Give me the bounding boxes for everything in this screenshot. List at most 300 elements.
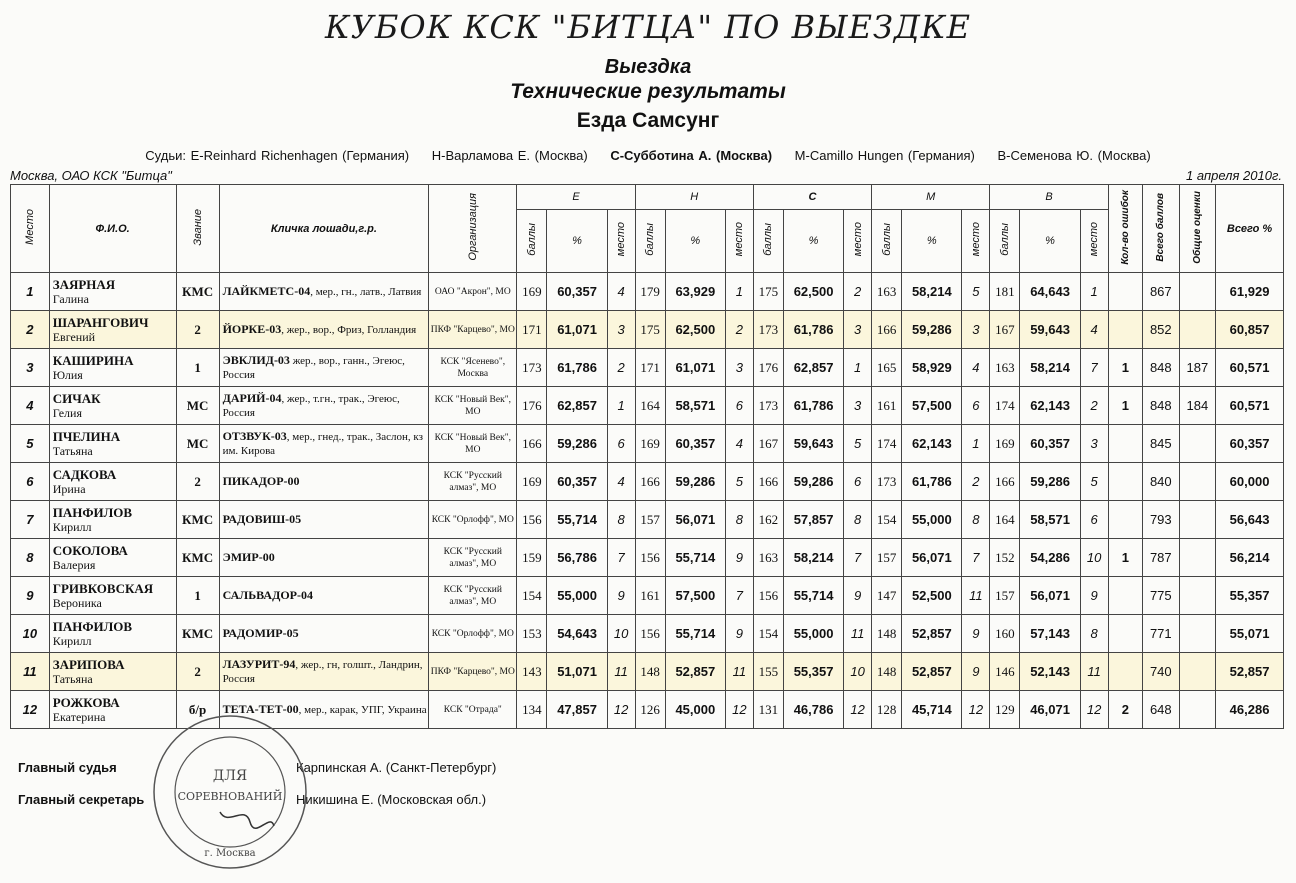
judge-percent: 60,357 — [665, 425, 725, 463]
judge-place: 12 — [725, 691, 753, 729]
judge-m: M-Camillo Hungen (Германия) — [794, 148, 975, 163]
judge-points: 174 — [990, 387, 1020, 425]
place-cell: 8 — [11, 539, 50, 577]
judge-percent: 45,000 — [665, 691, 725, 729]
judge-place: 7 — [962, 539, 990, 577]
judge-place: 12 — [844, 691, 872, 729]
subcol-judge_place-C: место — [844, 210, 872, 273]
general-marks-cell — [1179, 311, 1216, 349]
judge-percent: 60,357 — [1020, 425, 1080, 463]
horse-info: , жер., т.гн., трак., Эгеюс, Россия — [222, 393, 400, 419]
rank-cell: б/р — [176, 691, 219, 729]
horse-cell — [219, 425, 429, 463]
rider-given-name: Татьяна — [52, 671, 93, 686]
rider-surname: ЗАЯРНАЯ — [52, 276, 116, 292]
judge-place: 8 — [1080, 615, 1108, 653]
horse-cell — [219, 311, 429, 349]
total-points-cell: 848 — [1143, 349, 1180, 387]
chief-secretary-row — [18, 792, 144, 807]
rank-cell: 2 — [176, 463, 219, 501]
judge-place: 12 — [962, 691, 990, 729]
judge-points: 173 — [872, 463, 902, 501]
horse-cell — [219, 501, 429, 539]
col-name: Ф.И.О. — [49, 185, 176, 273]
judge-place: 2 — [1080, 387, 1108, 425]
chief-secretary-name: Никишина Е. (Московская обл.) — [296, 792, 487, 807]
total-percent-cell: 60,000 — [1216, 463, 1284, 501]
rank-cell: МС — [176, 387, 219, 425]
rider-surname: ШАРАНГОВИЧ — [52, 314, 149, 330]
judge-place: 3 — [1080, 425, 1108, 463]
judge-points: 160 — [990, 615, 1020, 653]
total-points-cell: 848 — [1143, 387, 1180, 425]
place-cell: 6 — [11, 463, 50, 501]
horse-cell — [219, 463, 429, 501]
judge-percent: 58,929 — [902, 349, 962, 387]
judge-points: 157 — [990, 577, 1020, 615]
judge-points: 163 — [753, 539, 783, 577]
rider-cell — [49, 653, 176, 691]
judge-place: 6 — [607, 425, 635, 463]
judge-points: 161 — [872, 387, 902, 425]
rider-surname: РОЖКОВА — [52, 694, 120, 710]
judge-points: 148 — [635, 653, 665, 691]
errors-cell — [1108, 653, 1142, 691]
rider-cell — [49, 349, 176, 387]
col-horse: Кличка лошади,г.р. — [219, 185, 429, 273]
rider-cell — [49, 539, 176, 577]
judge-points: 154 — [517, 577, 547, 615]
judge-points: 166 — [635, 463, 665, 501]
horse-name: ЛАЙКМЕТС-04 — [222, 284, 311, 298]
judge-points: 156 — [635, 539, 665, 577]
horse-info: , жер., гн, голшт., Ландрин, Россия — [222, 659, 423, 685]
chief-judge-name: Карпинская А. (Санкт-Петербург) — [296, 760, 497, 775]
rider-given-name: Кирилл — [52, 633, 92, 648]
stamp-text-bottom: г. Москва — [204, 848, 256, 859]
judge-points: 175 — [753, 273, 783, 311]
judge-place: 1 — [1080, 273, 1108, 311]
judge-points: 169 — [517, 463, 547, 501]
errors-cell — [1108, 501, 1142, 539]
table-row — [11, 273, 1284, 311]
rank-cell: МС — [176, 425, 219, 463]
judge-place: 11 — [844, 615, 872, 653]
judge-percent: 60,357 — [547, 463, 607, 501]
table-row — [11, 387, 1284, 425]
judge-percent: 52,857 — [902, 615, 962, 653]
subcol-judge_place-M: место — [962, 210, 990, 273]
judge-place: 7 — [607, 539, 635, 577]
total-points-cell: 787 — [1143, 539, 1180, 577]
judge-points: 156 — [517, 501, 547, 539]
table-row — [11, 501, 1284, 539]
errors-cell — [1108, 463, 1142, 501]
judge-points: 167 — [753, 425, 783, 463]
table-row — [11, 539, 1284, 577]
judge-points: 164 — [635, 387, 665, 425]
judge-percent: 46,786 — [783, 691, 843, 729]
horse-name: ЛАЗУРИТ-94 — [222, 657, 296, 671]
judge-percent: 61,786 — [902, 463, 962, 501]
judge-percent: 56,071 — [902, 539, 962, 577]
judge-points: 153 — [517, 615, 547, 653]
total-percent-cell: 46,286 — [1216, 691, 1284, 729]
errors-cell — [1108, 577, 1142, 615]
judge-place: 8 — [844, 501, 872, 539]
rider-cell — [49, 615, 176, 653]
horse-info: , мер., карак, УПГ, Украина — [298, 704, 427, 716]
judge-percent: 55,000 — [902, 501, 962, 539]
rider-cell — [49, 691, 176, 729]
judge-place: 10 — [844, 653, 872, 691]
errors-cell — [1108, 425, 1142, 463]
org-cell: КСК "Русский алмаз", МО — [429, 463, 517, 501]
rider-given-name: Валерия — [52, 557, 96, 572]
horse-name: САЛЬВАДОР-04 — [222, 588, 314, 602]
subcol-judge_place-E: место — [607, 210, 635, 273]
judge-percent: 58,571 — [1020, 501, 1080, 539]
total-points-cell: 867 — [1143, 273, 1180, 311]
rider-given-name: Юлия — [52, 367, 83, 382]
org-cell: КСК "Орлофф", МО — [429, 501, 517, 539]
col-judge-b: B — [990, 185, 1108, 210]
judge-place: 2 — [725, 311, 753, 349]
chief-secretary-label: Главный секретарь — [18, 792, 145, 807]
subcol-judge_place-H: место — [725, 210, 753, 273]
rank-cell: 2 — [176, 653, 219, 691]
table-row — [11, 615, 1284, 653]
judge-points: 154 — [872, 501, 902, 539]
judge-percent: 59,643 — [783, 425, 843, 463]
chief-judge-row — [18, 760, 117, 775]
rank-cell: 1 — [176, 577, 219, 615]
judge-place: 1 — [725, 273, 753, 311]
col-errors: Кол-во ошибок — [1108, 185, 1142, 273]
judge-c: C-Субботина А. (Москва) — [610, 148, 773, 163]
total-percent-cell: 60,357 — [1216, 425, 1284, 463]
table-row — [11, 653, 1284, 691]
judge-place: 9 — [607, 577, 635, 615]
general-marks-cell — [1179, 273, 1216, 311]
horse-cell — [219, 691, 429, 729]
rank-cell: КМС — [176, 539, 219, 577]
judge-place: 3 — [844, 387, 872, 425]
judge-percent: 56,071 — [665, 501, 725, 539]
horse-cell — [219, 387, 429, 425]
judge-points: 148 — [872, 653, 902, 691]
judge-points: 143 — [517, 653, 547, 691]
rider-cell — [49, 311, 176, 349]
table-row — [11, 311, 1284, 349]
rider-surname: ПАНФИЛОВ — [52, 618, 133, 634]
general-marks-cell — [1179, 653, 1216, 691]
table-row — [11, 463, 1284, 501]
subcol-percent-H: % — [665, 210, 725, 273]
org-cell: ПКФ "Карцево", МО — [429, 311, 517, 349]
judge-percent: 58,571 — [665, 387, 725, 425]
general-marks-cell — [1179, 463, 1216, 501]
judge-place: 4 — [607, 463, 635, 501]
org-cell: КСК "Орлофф", МО — [429, 615, 517, 653]
subcol-percent-M: % — [902, 210, 962, 273]
judge-place: 1 — [844, 349, 872, 387]
general-marks-cell — [1179, 577, 1216, 615]
rank-cell: 2 — [176, 311, 219, 349]
judge-place: 2 — [962, 463, 990, 501]
judge-points: 169 — [990, 425, 1020, 463]
judge-points: 173 — [753, 311, 783, 349]
judge-place: 10 — [607, 615, 635, 653]
judge-percent: 56,071 — [1020, 577, 1080, 615]
table-row — [11, 691, 1284, 729]
subcol-points-E: баллы — [517, 210, 547, 273]
judge-points: 146 — [990, 653, 1020, 691]
place-cell: 1 — [11, 273, 50, 311]
judge-points: 165 — [872, 349, 902, 387]
judge-percent: 59,286 — [783, 463, 843, 501]
judge-percent: 52,143 — [1020, 653, 1080, 691]
judge-percent: 46,071 — [1020, 691, 1080, 729]
judge-points: 154 — [753, 615, 783, 653]
total-percent-cell: 60,857 — [1216, 311, 1284, 349]
errors-cell: 2 — [1108, 691, 1142, 729]
judge-place: 9 — [962, 653, 990, 691]
judge-place: 3 — [844, 311, 872, 349]
total-points-cell: 740 — [1143, 653, 1180, 691]
col-judge-m: M — [872, 185, 990, 210]
subcol-percent-B: % — [1020, 210, 1080, 273]
total-points-cell: 852 — [1143, 311, 1180, 349]
judges-line — [0, 148, 1296, 163]
total-percent-cell: 60,571 — [1216, 349, 1284, 387]
subcol-points-H: баллы — [635, 210, 665, 273]
horse-name: ЭВКЛИД-03 — [222, 353, 290, 367]
judge-points: 126 — [635, 691, 665, 729]
table-row — [11, 425, 1284, 463]
judge-percent: 61,786 — [783, 311, 843, 349]
rider-cell — [49, 501, 176, 539]
subcol-points-B: баллы — [990, 210, 1020, 273]
judge-place: 7 — [725, 577, 753, 615]
rank-cell: 1 — [176, 349, 219, 387]
judge-points: 164 — [990, 501, 1020, 539]
total-percent-cell: 61,929 — [1216, 273, 1284, 311]
rank-cell: КМС — [176, 615, 219, 653]
col-general: Общие оценки — [1179, 185, 1216, 273]
organization-stamp — [150, 712, 310, 872]
judge-percent: 55,714 — [665, 615, 725, 653]
judge-place: 11 — [962, 577, 990, 615]
judge-points: 131 — [753, 691, 783, 729]
judge-place: 8 — [607, 501, 635, 539]
judge-points: 156 — [753, 577, 783, 615]
rider-cell — [49, 425, 176, 463]
judge-points: 134 — [517, 691, 547, 729]
judge-place: 5 — [725, 463, 753, 501]
judge-points: 179 — [635, 273, 665, 311]
org-cell: КСК "Русский алмаз", МО — [429, 539, 517, 577]
discipline-title: Выездка — [604, 56, 692, 78]
stamp-text-top: ДЛЯ — [212, 768, 248, 784]
judge-points: 166 — [872, 311, 902, 349]
table-row — [11, 577, 1284, 615]
judge-place: 11 — [607, 653, 635, 691]
rider-surname: ПАНФИЛОВ — [52, 504, 133, 520]
subcol-points-C: баллы — [753, 210, 783, 273]
total-points-cell: 840 — [1143, 463, 1180, 501]
judge-place: 11 — [725, 653, 753, 691]
judge-points: 128 — [872, 691, 902, 729]
rider-surname: САДКОВА — [52, 466, 117, 482]
judge-percent: 59,286 — [1020, 463, 1080, 501]
judge-place: 6 — [725, 387, 753, 425]
rider-given-name: Екатерина — [52, 709, 106, 724]
total-points-cell: 845 — [1143, 425, 1180, 463]
judge-place: 8 — [725, 501, 753, 539]
general-marks-cell — [1179, 691, 1216, 729]
horse-info: , мер., гнед., трак., Заслон, кз им. Кирова — [222, 431, 423, 457]
judge-place: 1 — [607, 387, 635, 425]
col-org: Организация — [429, 185, 517, 273]
judge-place: 9 — [725, 615, 753, 653]
judge-points: 181 — [990, 273, 1020, 311]
total-points-cell: 775 — [1143, 577, 1180, 615]
horse-info: , мер., гн., латв., Латвия — [310, 286, 422, 298]
horse-name: ЭМИР-00 — [222, 550, 275, 564]
judge-place: 4 — [607, 273, 635, 311]
judge-percent: 62,857 — [547, 387, 607, 425]
judge-place: 5 — [1080, 463, 1108, 501]
judge-percent: 61,786 — [783, 387, 843, 425]
judge-place: 4 — [962, 349, 990, 387]
place-cell: 11 — [11, 653, 50, 691]
judge-percent: 58,214 — [783, 539, 843, 577]
venue: Москва, ОАО КСК "Битца" — [10, 168, 172, 183]
judge-place: 5 — [844, 425, 872, 463]
judge-points: 162 — [753, 501, 783, 539]
judge-percent: 54,643 — [547, 615, 607, 653]
judge-points: 167 — [990, 311, 1020, 349]
judge-place: 9 — [1080, 577, 1108, 615]
rider-given-name: Ирина — [52, 481, 86, 496]
judge-percent: 55,714 — [547, 501, 607, 539]
judge-points: 176 — [517, 387, 547, 425]
org-cell: КСК "Новый Век", МО — [429, 425, 517, 463]
judge-place: 3 — [962, 311, 990, 349]
event-date: 1 апреля 2010г. — [1186, 168, 1282, 183]
judge-points: 161 — [635, 577, 665, 615]
judge-points: 147 — [872, 577, 902, 615]
total-percent-cell: 55,071 — [1216, 615, 1284, 653]
judge-place: 4 — [725, 425, 753, 463]
general-marks-cell: 184 — [1179, 387, 1216, 425]
judge-percent: 52,500 — [902, 577, 962, 615]
total-points-cell: 793 — [1143, 501, 1180, 539]
judge-points: 156 — [635, 615, 665, 653]
rider-surname: ГРИВКОВСКАЯ — [52, 580, 154, 596]
place-cell: 3 — [11, 349, 50, 387]
judge-place: 11 — [1080, 653, 1108, 691]
total-percent-cell: 56,214 — [1216, 539, 1284, 577]
horse-cell — [219, 273, 429, 311]
judge-points: 166 — [990, 463, 1020, 501]
subcol-percent-E: % — [547, 210, 607, 273]
errors-cell — [1108, 273, 1142, 311]
judge-points: 166 — [517, 425, 547, 463]
judge-place: 3 — [725, 349, 753, 387]
judge-percent: 57,500 — [902, 387, 962, 425]
judge-place: 4 — [1080, 311, 1108, 349]
rider-cell — [49, 273, 176, 311]
judge-percent: 51,071 — [547, 653, 607, 691]
org-cell: КСК "Русский алмаз", МО — [429, 577, 517, 615]
errors-cell: 1 — [1108, 539, 1142, 577]
judge-points: 163 — [990, 349, 1020, 387]
judge-percent: 59,286 — [665, 463, 725, 501]
judge-points: 129 — [990, 691, 1020, 729]
org-cell: КСК "Отрада" — [429, 691, 517, 729]
judge-h: H-Варламова Е. (Москва) — [431, 148, 588, 163]
col-total-pct: Всего % — [1216, 185, 1284, 273]
judge-percent: 55,000 — [547, 577, 607, 615]
judge-place: 6 — [962, 387, 990, 425]
judge-percent: 52,857 — [902, 653, 962, 691]
judge-percent: 59,286 — [547, 425, 607, 463]
judge-points: 152 — [990, 539, 1020, 577]
col-judge-c: C — [753, 185, 871, 210]
horse-name: ДАРИЙ-04 — [222, 391, 282, 405]
judge-place: 2 — [844, 273, 872, 311]
rider-surname: СИЧАК — [52, 390, 101, 406]
judge-b: B-Семенова Ю. (Москва) — [997, 148, 1151, 163]
judge-percent: 59,286 — [902, 311, 962, 349]
general-marks-cell — [1179, 615, 1216, 653]
chief-judge-label: Главный судья — [18, 760, 117, 775]
general-marks-cell — [1179, 539, 1216, 577]
place-cell: 7 — [11, 501, 50, 539]
judge-percent: 57,143 — [1020, 615, 1080, 653]
org-cell: КСК "Ясенево", Москва — [429, 349, 517, 387]
judge-place: 5 — [962, 273, 990, 311]
total-percent-cell: 56,643 — [1216, 501, 1284, 539]
judge-points: 157 — [635, 501, 665, 539]
horse-info: , жер., вор., Фриз, Голландия — [281, 324, 417, 336]
judge-percent: 56,786 — [547, 539, 607, 577]
judge-points: 148 — [872, 615, 902, 653]
rider-surname: ПЧЕЛИНА — [52, 428, 121, 444]
judge-percent: 62,500 — [665, 311, 725, 349]
horse-name: РАДОМИР-05 — [222, 626, 299, 640]
subcol-points-M: баллы — [872, 210, 902, 273]
place-cell: 5 — [11, 425, 50, 463]
judge-percent: 54,286 — [1020, 539, 1080, 577]
total-points-cell: 648 — [1143, 691, 1180, 729]
judge-percent: 60,357 — [547, 273, 607, 311]
general-marks-cell — [1179, 501, 1216, 539]
judge-percent: 55,357 — [783, 653, 843, 691]
judge-points: 173 — [517, 349, 547, 387]
horse-name: РАДОВИШ-05 — [222, 512, 302, 526]
rider-given-name: Вероника — [52, 595, 102, 610]
rider-given-name: Евгений — [52, 329, 96, 344]
judge-points: 171 — [517, 311, 547, 349]
judge-points: 169 — [517, 273, 547, 311]
subcol-percent-C: % — [783, 210, 843, 273]
horse-cell — [219, 577, 429, 615]
judge-percent: 62,143 — [902, 425, 962, 463]
judge-points: 169 — [635, 425, 665, 463]
